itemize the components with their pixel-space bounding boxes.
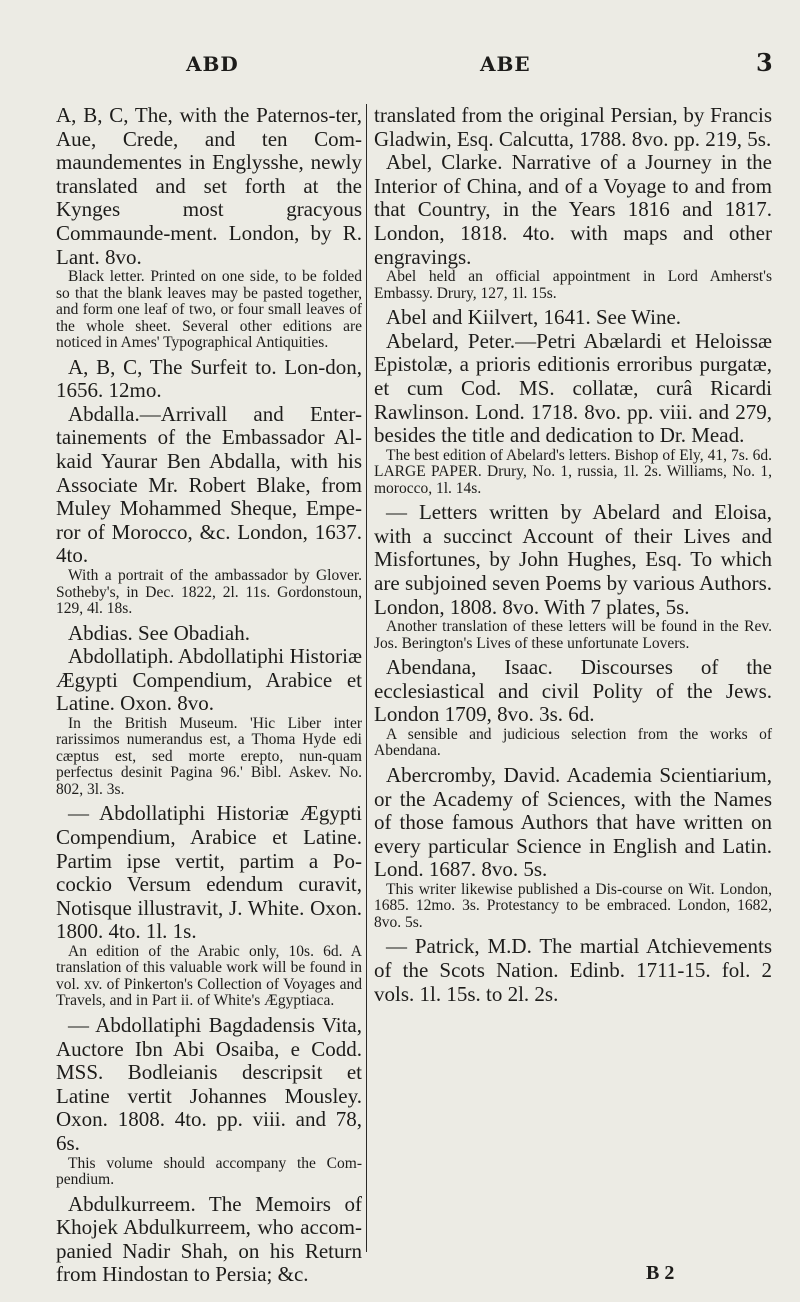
entry-abdollatiph-vita: — Abdollatiphi Bagdadensis Vita, Auctore Ibn Abi Osaiba, e Codd. MSS. Bodleianis descripsit et Latine vertit Johannes Mousley. Oxon. 1808. 4to. pp. viii. and 78, 6s. (56, 1012, 362, 1155)
left-column (56, 104, 362, 1287)
note-abdalla: With a portrait of the ambassador by Glover. Sotheby's, in Dec. 1822, 2l. 11s. Gordonstoun, 129, 4l. 18s. (56, 567, 362, 617)
entry-abel-clarke: Abel, Clarke. Narrative of a Journey in the Interior of China, and of a Voyage to and from that Country, in the Years 1816 and 1817. London, 1818. 4to. with maps and other engravings. (374, 150, 772, 269)
note-abel-clarke: Abel held an official appointment in Lord Amherst's Embassy. Drury, 127, 1l. 15s. (374, 268, 772, 302)
entry-abdulkurreem: Abdulkurreem. The Memoirs of Khojek Abdulkurreem, who accom-panied Nadir Shah, on his Return from Hindostan to Persia; &c. (56, 1191, 362, 1287)
entry-abdulkurreem-cont: translated from the original Persian, by Francis Gladwin, Esq. Calcutta, 1788. 8vo. pp. 219, 5s. (374, 103, 772, 151)
entry-abelard-letters: — Letters written by Abelard and Eloisa, with a succinct Account of their Lives and Misfortunes, by John Hughes, Esq. To which are subjoined seven Poems by various Authors. London, 1808. 8vo. With 7 plates, 5s. (374, 500, 772, 619)
note-abelard: The best edition of Abelard's letters. Bishop of Ely, 41, 7s. 6d. LARGE PAPER. Drury, No. 1, russia, 1l. 2s. Williams, No. 1, morocco, 1l. 14s. (374, 446, 772, 497)
note-abc-paternoster: Black letter. Printed on one side, to be folded so that the blank leaves may be pasted together, and form one leaf of two, or four small leaves of the whole sheet. Several other editions are noticed in Ames' Typographical Antiquities. (56, 268, 362, 352)
running-head-left: ABD (186, 52, 239, 76)
note-abdollatiph-oxon-1800: An edition of the Arabic only, 10s. 6d. A translation of this valuable work will be found in vol. xv. of Pinkerton's Collection of Voyages and Travels, and in Part ii. of White's Ægyptiaca. (56, 942, 362, 1010)
note-abdollatiph: In the British Museum. 'Hic Liber inter rarissimos numerandus est, a Thoma Hyde edi cæptus est, sed morte erepto, nun-quam perfectus desinit Pagina 96.' Bibl. Askev. No. 802, 3l. 3s. (56, 714, 362, 798)
note-abelard-letters: Another translation of these letters will be found in the Rev. Jos. Berington's Lives of these unfortunate Lovers. (374, 618, 772, 652)
right-column (374, 104, 772, 1006)
entry-abelard: Abelard, Peter.—Petri Abælardi et Heloissæ Epistolæ, a prioris editionis erroribus purgatæ, et cum Cod. MS. collatæ, curâ Ricardi Rawlinson. Lond. 1718. 8vo. pp. viii. and 279, besides the title and dedication to Dr. Mead. (374, 328, 772, 448)
entry-abc-surfeit: A, B, C, The Surfeit to. Lon-don, 1656. 12mo. (56, 354, 362, 403)
entry-abel-kiilvert: Abel and Kiilvert, 1641. See Wine. (386, 305, 682, 330)
page-number: 3 (756, 48, 774, 77)
note-abercromby-david: This writer likewise published a Dis-course on Wit. London, 1685. 12mo. 3s. Protestancy to be embraced. London, 1682, 8vo. 5s. (374, 880, 772, 931)
entry-abdias: Abdias. See Obadiah. (68, 620, 250, 645)
entry-abc-paternoster: A, B, C, The, with the Paternos-ter, Aue, Crede, and ten Com-maundementes in Englysshe, newly translated and set forth at the Kynges most gracyous Commaunde-ment. London, by R. Lant. 8vo. (56, 103, 362, 269)
signature-mark: B 2 (646, 1262, 675, 1284)
entry-abdollatiph-oxon-1800: — Abdollatiphi Historiæ Ægypti Compendium, Arabice et Latine. Partim ipse vertit, partim a Po-cockio Versum edendum curavit, Notisque illustravit, J. White. Oxon. 1800. 4to. 1l. 1s. (56, 801, 362, 944)
entry-abdalla: Abdalla.—Arrivall and Enter-tainements of the Embassador Al-kaid Yaurar Ben Abdalla, with his Associate Mr. Robert Blake, from Muley Mohammed Sheque, Empe-ror of Morocco, &c. London, 1637. 4to. (56, 401, 362, 568)
column-divider (366, 104, 367, 1252)
entry-abercromby-david: Abercromby, David. Academia Scientiarium, or the Academy of Sciences, with the Names of those famous Authors that have written on every particular Science in English and Latin. Lond. 1687. 8vo. 5s. (374, 762, 772, 882)
running-head-right: ABE (480, 52, 531, 76)
note-abendana: A sensible and judicious selection from the works of Abendana. (374, 725, 772, 760)
entry-abendana: Abendana, Isaac. Discourses of the ecclesiastical and civil Polity of the Jews. London 1709, 8vo. 3s. 6d. (374, 655, 772, 727)
note-abdollatiph-vita: This volume should accompany the Com-pendium. (56, 1154, 362, 1188)
entry-abdollatiph: Abdollatiph. Abdollatiphi Historiæ Ægypti Compendium, Arabice et Latine. Oxon. 8vo. (56, 644, 362, 716)
entry-abercromby-patrick: — Patrick, M.D. The martial Atchievements of the Scots Nation. Edinb. 1711-15. fol. 2 vols. 1l. 15s. to 2l. 2s. (374, 934, 772, 1006)
